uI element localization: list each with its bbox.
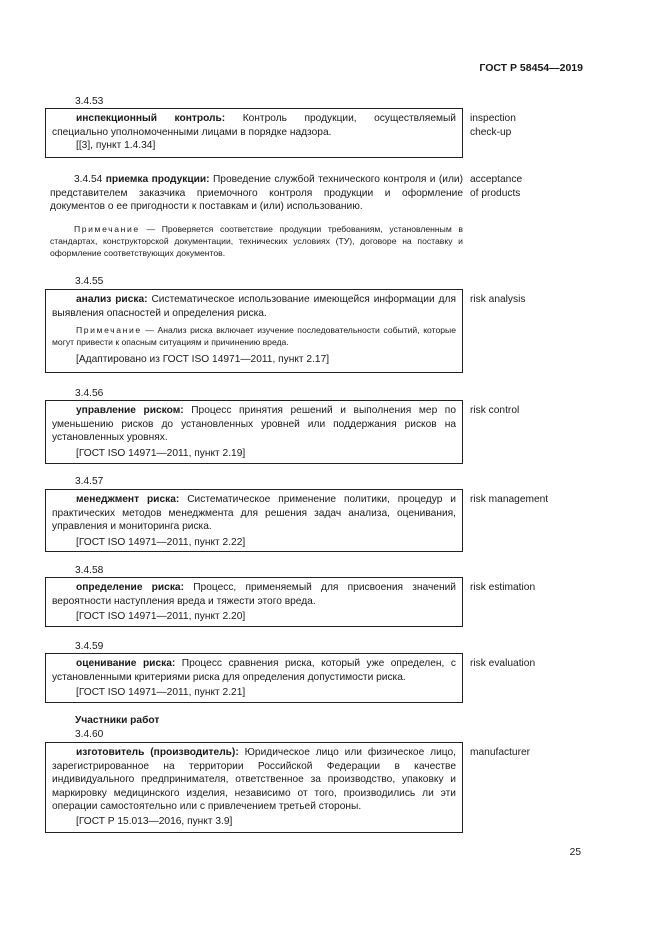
term-entry (45, 108, 463, 158)
term-entry (45, 489, 463, 552)
term-number: 3.4.53 (75, 96, 104, 107)
term-source: [Адаптировано из ГОСТ ISO 14971—2011, пункт 2.17] (76, 354, 330, 365)
english-line: inspection (470, 113, 516, 124)
english-line: risk evaluation (470, 658, 536, 669)
term-english (470, 404, 580, 418)
term-english (470, 493, 580, 507)
term-english (470, 581, 580, 595)
document-header: ГОСТ Р 58454—2019 (479, 62, 583, 74)
english-line: acceptance (470, 174, 523, 185)
term-entry (50, 173, 463, 259)
term-number: 3.4.55 (75, 276, 104, 287)
term-name: приемка продукции: (105, 174, 210, 185)
english-line: manufacturer (470, 747, 531, 758)
page-number: 25 (569, 847, 581, 858)
term-english (470, 746, 580, 760)
term-entry (45, 289, 463, 373)
term-name: анализ риска: (76, 294, 148, 305)
term-entry (45, 400, 463, 464)
term-definition: Процесс сравнения риска, который уже определен, с установленными критериями риска для определения допустимости риска. (52, 658, 456, 683)
term-number: 3.4.57 (75, 476, 104, 487)
term-definition: Юридическое лицо или физическое лицо, зарегистрированное на территории Российской Федерации в качестве индивидуального предпринимателя, ответственное за производство, упаковку и маркировку медицинского изделия, независимо от того, производились ли эти операции самостоятельно или с привлечением третьей стороны. (52, 747, 456, 812)
english-line: risk analysis (470, 294, 526, 305)
term-english (470, 293, 580, 307)
term-source: [ГОСТ ISO 14971—2011, пункт 2.22] (76, 536, 246, 548)
term-source: [ГОСТ ISO 14971—2011, пункт 2.19] (76, 447, 246, 459)
term-name: менеджмент риска: (76, 494, 180, 505)
term-definition: Систематическое использование имеющейся информации для выявления опасностей и определения риска. (52, 294, 456, 319)
term-definition: Контроль продукции, осуществляемый специально уполномоченными лицами в порядке надзора. (52, 113, 457, 138)
term-name: оценивание риска: (76, 658, 176, 669)
term-source: [ГОСТ Р 15.013—2016, пункт 3.9] (76, 815, 233, 827)
section-heading: Участники работ (75, 715, 160, 726)
term-english (470, 112, 580, 140)
term-definition: Систематическое применение политики, процедур и практических методов менеджмента для решения задач анализа, оценивания, управления и мониторинга риска. (52, 494, 456, 532)
english-line: risk estimation (470, 582, 536, 593)
term-english (470, 173, 580, 201)
term-english (470, 657, 580, 671)
term-source: [ГОСТ ISO 14971—2011, пункт 2.21] (76, 687, 246, 698)
term-name: управление риском: (76, 405, 184, 416)
term-entry (45, 742, 463, 833)
term-source: [ГОСТ ISO 14971—2011, пункт 2.20] (76, 611, 246, 622)
note-label: Примечание (74, 223, 140, 234)
term-name: определение риска: (76, 582, 184, 593)
term-number: 3.4.60 (75, 729, 104, 740)
term-number: 3.4.58 (75, 565, 104, 576)
term-entry (45, 653, 463, 703)
term-name: инспекционный контроль: (76, 113, 226, 124)
term-name: изготовитель (производитель): (76, 747, 239, 758)
term-definition: Проведение службой технического контроля и (или) представителем заказчика приемочного контроля продукции и оформление документов о ее пригодности к поставкам и (или) использованию. (50, 174, 463, 212)
term-number: 3.4.59 (75, 641, 104, 652)
term-number: 3.4.54 (74, 174, 103, 185)
term-entry (45, 577, 463, 627)
term-note: — Проверяется соответствие продукции требованиям, установленным в стандартах, конструкторской документации, технических условиях (ТУ), договоре на поставку и оформление соответствующих документов. (50, 223, 464, 258)
term-number: 3.4.56 (75, 388, 104, 399)
english-line: risk management (470, 494, 549, 505)
english-line: risk control (470, 405, 520, 416)
term-source: [[3], пункт 1.4.34] (76, 140, 156, 151)
term-definition: Процесс принятия решений и выполнения мер по уменьшению рисков до установленных уровней или поддержания рисков на установленных уровнях. (52, 405, 456, 443)
english-line: check-up (470, 127, 512, 138)
note-label: Примечание (76, 325, 142, 335)
english-line: of products (470, 188, 521, 199)
term-definition: Процесс, применяемый для присвоения значений вероятности наступления вреда и тяжести этого вреда. (52, 582, 456, 607)
term-note: — Анализ риска включает изучение последовательности событий, которые могут привести к опасным ситуациям и причинению вреда. (52, 325, 456, 347)
